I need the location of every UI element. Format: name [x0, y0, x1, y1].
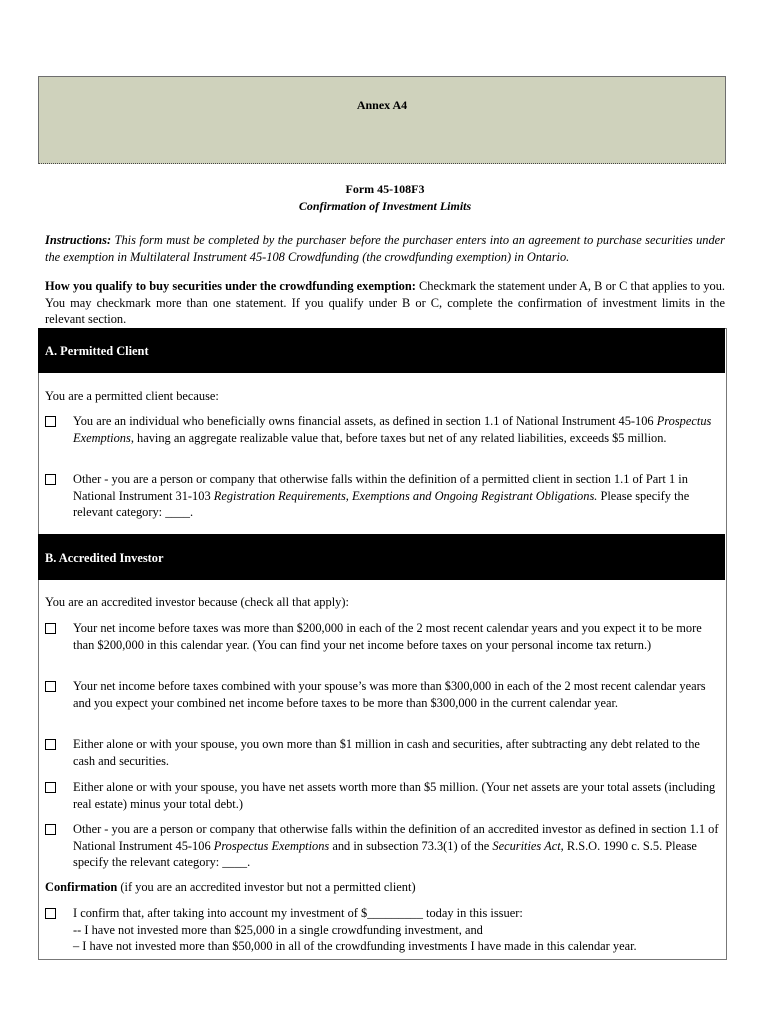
instructions-text: This form must be completed by the purchaser before the purchaser enters into an agreement to purchase securities under the exemption in Multilateral Instrument 45-108 Crowdfunding (the crowdfunding exemption) in Ontario. — [45, 233, 725, 264]
section-b-item-text: Either alone or with your spouse, you own more than $1 million in cash and securities, after subtracting any debt related to the cash and securities. — [73, 737, 700, 768]
section-a-item-text — [73, 471, 720, 521]
text: and in subsection 73.3(1) of the — [329, 838, 493, 853]
italic-text: Registration Requirements, Exemptions and Ongoing Registrant Obligations. — [213, 488, 598, 503]
confirmation-line: I confirm that, after taking into account my investment of $_________ today in this issuer: — [73, 906, 523, 920]
checkbox[interactable] — [45, 908, 56, 919]
confirmation-line: -- I have not invested more than $25,000 in a single crowdfunding investment, and — [73, 922, 483, 937]
qualify-paragraph — [45, 278, 725, 328]
text: Please specify the relevant category: ____. — [73, 488, 690, 519]
confirmation-note: (if you are an accredited investor but not a permitted client) — [117, 880, 416, 894]
section-b-item-text: Your net income before taxes was more than $200,000 in each of the 2 most recent calendar years and you expect it to be more than $200,000 in this calendar year. (You can find your net income before taxes on your personal income tax return.) — [73, 621, 702, 652]
checkbox[interactable] — [45, 623, 56, 634]
italic-text: Securities Act, — [492, 838, 564, 853]
text: , having an aggregate realizable value that, before taxes but net of any related liabilities, exceeds $5 million. — [130, 430, 667, 445]
checkbox[interactable] — [45, 824, 56, 835]
confirmation-line: – I have not invested more than $50,000 in all of the crowdfunding investments I have made in this calendar year. — [73, 939, 637, 953]
section-b-item-text: Either alone or with your spouse, you have net assets worth more than $5 million. (Your net assets are your total assets (including real estate) minus your total debt.) — [73, 780, 716, 811]
text: R.S.O. 1990 c. S.5. Please specify the relevant category: ____. — [73, 838, 697, 869]
section-b-title: B. Accredited Investor — [45, 551, 164, 565]
qualify-text: Checkmark the statement under A, B or C that applies to you. You may checkmark more than one statement. If you qualify under B or C, complete the confirmation of investment limits in the relevant section. — [45, 279, 726, 326]
text: Other - you are a person or company that otherwise falls within the definition of a permitted client in section 1.1 of Part 1 in National Instrument 31-103 — [73, 472, 688, 503]
annex-title: Annex A4 — [356, 98, 408, 112]
section-b-intro: You are an accredited investor because (check all that apply): — [45, 595, 349, 609]
confirmation-heading — [45, 879, 725, 896]
checkbox[interactable] — [45, 416, 56, 427]
section-a-title: A. Permitted Client — [45, 344, 149, 358]
form-subtitle: Confirmation of Investment Limits — [298, 199, 472, 213]
checkbox[interactable] — [45, 739, 56, 750]
italic-text: Prospectus Exemptions — [213, 838, 330, 853]
section-a-header — [38, 328, 725, 373]
checkbox[interactable] — [45, 681, 56, 692]
section-b-item-text — [73, 821, 720, 871]
form-number: Form 45-108F3 — [345, 182, 425, 196]
section-a-intro: You are a permitted client because: — [45, 389, 219, 403]
annex-header-box — [38, 76, 726, 164]
text: You are an individual who beneficially owns financial assets, as defined in section 1.1 of National Instrument 45-106 — [73, 414, 657, 428]
checkbox[interactable] — [45, 474, 56, 485]
confirmation-item-text — [73, 905, 720, 955]
text: Other - you are a person or company that otherwise falls within the definition of an accredited investor as defined in section 1.1 of National Instrument 45-106 — [73, 822, 719, 853]
section-b-item-text: Your net income before taxes combined with your spouse’s was more than $300,000 in each of the 2 most recent calendar years and you expect your combined net income before taxes to be more than $300,000 in the current calendar year. — [73, 679, 706, 710]
instructions-paragraph — [45, 232, 725, 265]
confirmation-label: Confirmation — [45, 880, 118, 894]
checkbox[interactable] — [45, 782, 56, 793]
instructions-label: Instructions: — [45, 233, 112, 247]
qualify-label: How you qualify to buy securities under the crowdfunding exemption: — [45, 279, 416, 293]
italic-text: Prospectus Exemptions — [73, 414, 712, 445]
section-b-header — [38, 534, 725, 580]
section-a-item-text — [73, 413, 720, 446]
